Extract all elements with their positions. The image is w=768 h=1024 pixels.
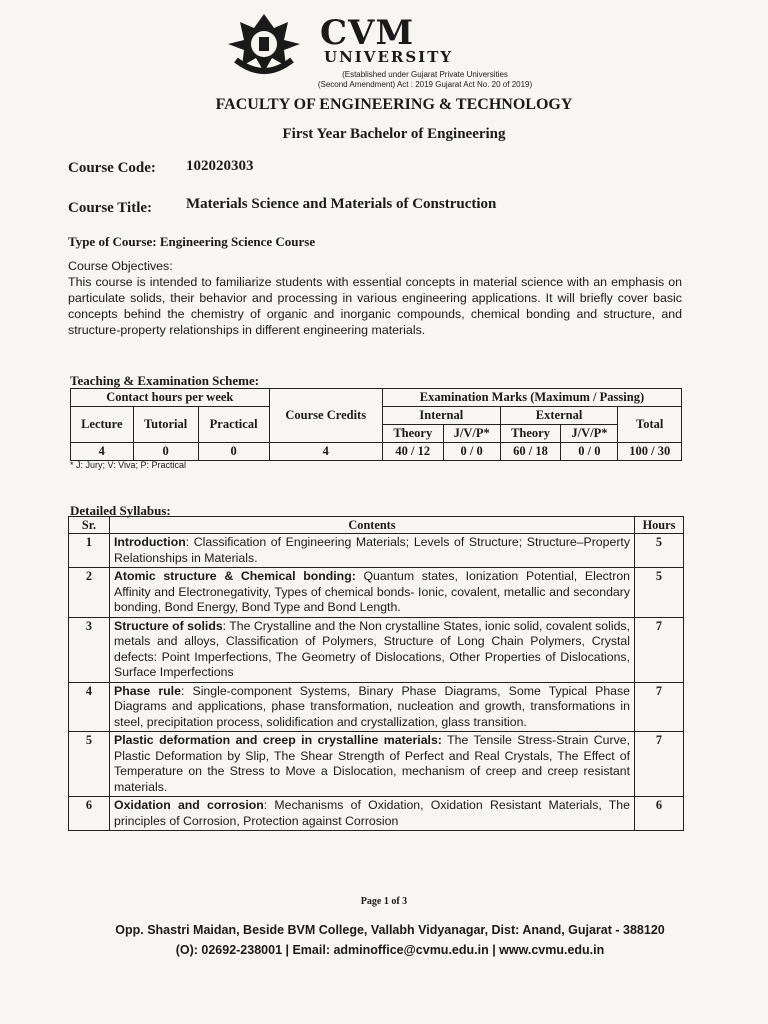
internal-theory-value: 40 / 12: [382, 443, 443, 461]
contact-hours-header: Contact hours per week: [71, 389, 270, 407]
internal-theory-header: Theory: [382, 425, 443, 443]
hours-header: Hours: [635, 517, 684, 534]
row-contents: [110, 617, 635, 682]
objectives-label: Course Objectives:: [68, 259, 173, 273]
scheme-title: Teaching & Examination Scheme:: [70, 373, 260, 388]
scheme-values-row: [71, 443, 682, 461]
row-contents: [110, 797, 635, 831]
external-header: External: [500, 407, 618, 425]
syllabus-title: Detailed Syllabus:: [70, 503, 171, 518]
internal-header: Internal: [382, 407, 500, 425]
row-hours: 5: [635, 568, 684, 618]
row-contents: [110, 568, 635, 618]
university-emblem-icon: [222, 10, 306, 78]
teaching-scheme-table: [70, 388, 682, 461]
internal-jvp-header: J/V/P*: [443, 425, 500, 443]
total-header: Total: [618, 407, 682, 443]
row-hours: 5: [635, 534, 684, 568]
row-contents: [110, 732, 635, 797]
row-sr: 1: [69, 534, 110, 568]
practical-header: Practical: [198, 407, 269, 443]
row-sr: 2: [69, 568, 110, 618]
table-row: [69, 568, 684, 618]
row-text: : Classification of Engineering Materials; Levels of Structure; Structure–Property Relationships in Materials.: [114, 535, 630, 565]
external-theory-header: Theory: [500, 425, 561, 443]
row-text: The Tensile Stress-Strain Curve, Plastic Deformation by Slip, The Shear Strength of Perfect and Real Crystals, The Effect of Temperature on the Stress to Move a Dislocation, mechanism of creep and creep resistant materials.: [114, 733, 630, 794]
course-code-label: Course Code:: [68, 160, 156, 176]
course-title-value: Materials Science and Materials of Construction: [186, 196, 497, 212]
total-value: 100 / 30: [618, 443, 682, 461]
table-row: [69, 797, 684, 831]
course-credits-header: Course Credits: [269, 389, 382, 443]
lecture-value: 4: [71, 443, 134, 461]
brand-name: CVM: [320, 13, 415, 53]
row-contents: [110, 682, 635, 732]
row-topic: Oxidation and corrosion: [114, 798, 264, 812]
row-topic: Structure of solids: [114, 618, 223, 633]
row-hours: 6: [635, 797, 684, 831]
course-code-value: 102020303: [186, 158, 254, 174]
sr-header: Sr.: [69, 517, 110, 534]
row-topic: Atomic structure & Chemical bonding:: [114, 569, 356, 583]
row-hours: 7: [635, 682, 684, 732]
course-type: Type of Course: Engineering Science Course: [68, 234, 316, 249]
course-objectives: [68, 258, 682, 338]
row-sr: 5: [69, 732, 110, 797]
credits-value: 4: [269, 443, 382, 461]
table-row: [69, 534, 684, 568]
establishment-line-1: (Established under Gujarat Private Universities: [342, 70, 508, 79]
table-row: [69, 682, 684, 732]
row-hours: 7: [635, 732, 684, 797]
table-row: [69, 617, 684, 682]
exam-marks-header: Examination Marks (Maximum / Passing): [382, 389, 681, 407]
faculty-heading: FACULTY OF ENGINEERING & TECHNOLOGY: [215, 96, 573, 113]
row-text: : Mechanisms of Oxidation, Oxidation Resistant Materials, The principles of Corrosion, Protection against Corrosion: [114, 798, 630, 828]
row-text: : Single-component Systems, Binary Phase Diagrams, Some Typical Phase Diagrams and applications, phase transformation, nucleation and growth, transformations in steel, precipitation process, solidification and crystallization, glass transition.: [114, 683, 630, 729]
row-topic: Introduction: [114, 535, 186, 549]
brand-subtitle: UNIVERSITY: [324, 48, 454, 66]
footer-address: Opp. Shastri Maidan, Beside BVM College, Vallabh Vidyanagar, Dist: Anand, Gujarat - 388120: [115, 923, 665, 937]
row-topic: Plastic deformation and creep in crystalline materials:: [114, 733, 442, 747]
row-sr: 6: [69, 797, 110, 831]
contents-header: Contents: [110, 517, 635, 534]
table-row: [69, 732, 684, 797]
row-text: : The Crystalline and the Non crystalline States, ionic solid, covalent solids, metals and alloys, Classification of Polymers, Structure of Long Chain Polymers, Crystal defects: Point Imperfections, The Geometry of Dislocations, Other Properties of Dislocations, Surface Imperfections: [114, 618, 630, 679]
external-jvp-header: J/V/P*: [561, 425, 618, 443]
row-topic: Phase rule: [114, 683, 181, 698]
page-number: Page 1 of 3: [360, 896, 408, 907]
external-jvp-value: 0 / 0: [561, 443, 618, 461]
practical-value: 0: [198, 443, 269, 461]
course-title-label: Course Title:: [68, 200, 153, 216]
external-theory-value: 60 / 18: [500, 443, 561, 461]
establishment-line-2: (Second Amendment) Act : 2019 Gujarat Act No. 20 of 2019): [317, 80, 533, 89]
row-hours: 7: [635, 617, 684, 682]
internal-jvp-value: 0 / 0: [443, 443, 500, 461]
footer-contact: (O): 02692-238001 | Email: adminoffice@cvmu.edu.in | www.cvmu.edu.in: [175, 943, 605, 957]
objectives-text: This course is intended to familiarize students with essential concepts in material science with an emphasis on particulate solids, their behavior and processing in various engineering applications. It will briefly cover basic concepts behind the chemistry of organic and inorganic compounds, chemical bonding and structure, and structure-property relationships in different engineering materials.: [68, 275, 682, 337]
scheme-footnote: * J: Jury; V: Viva; P: Practical: [70, 460, 187, 470]
row-sr: 4: [69, 682, 110, 732]
row-text: Quantum states, Ionization Potential, Electron Affinity and Electronegativity, Types of chemical bonds- Ionic, covalent, metallic and secondary bonding, Bond Energy, Bond Type and Bond Length.: [114, 569, 630, 614]
establishment-note: [310, 70, 540, 90]
program-heading: First Year Bachelor of Engineering: [282, 126, 506, 142]
row-contents: [110, 534, 635, 568]
row-sr: 3: [69, 617, 110, 682]
tutorial-header: Tutorial: [133, 407, 198, 443]
lecture-header: Lecture: [71, 407, 134, 443]
syllabus-table: [68, 516, 684, 831]
tutorial-value: 0: [133, 443, 198, 461]
